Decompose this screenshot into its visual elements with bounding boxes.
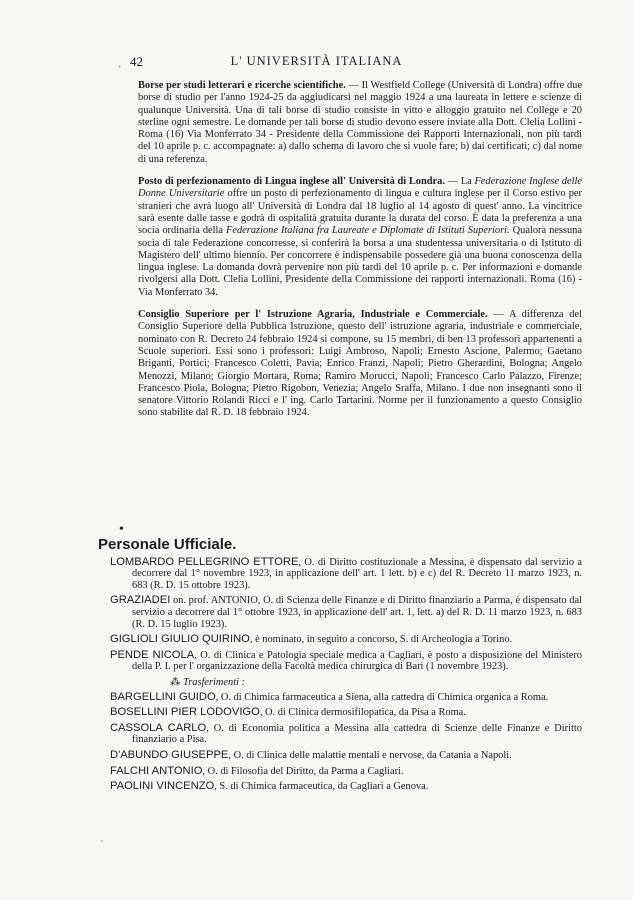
entry-text: , è nominato, in seguito a concorso, S. di Archeologia a Torino.	[249, 634, 513, 646]
entry-text: , O. di Chimica farmaceutica a Siena, alla cattedra di Chimica organica a Roma.	[215, 691, 549, 703]
entry-text: , O. di Filosofia del Diritto, da Parma a Cagliari.	[202, 765, 404, 777]
list-item	[110, 707, 582, 719]
entry-name: BOSELLINI PIER LODOVIGO	[110, 706, 260, 719]
asterism-icon: ⁂	[170, 676, 183, 688]
entry-name: CASSOLA CARLO	[110, 721, 207, 734]
entry-name: FALCHI ANTONIO	[110, 764, 203, 777]
section-heading: Personale Ufficiale.	[98, 536, 237, 553]
subhead-trasferimenti	[110, 677, 582, 689]
list-item	[110, 692, 582, 704]
personale-section	[98, 535, 583, 797]
running-title: L' UNIVERSITÀ ITALIANA	[230, 54, 403, 68]
list-item	[110, 723, 582, 746]
margin-dot-icon: `	[100, 840, 104, 851]
entry-text: , O. di Clinica dermosifilopatica, da Pisa a Roma.	[259, 707, 466, 719]
entry-text: , O. di Diritto costituzionale a Messina, è dispensato dal servizio a decorrere dal 1° novembre 1923, in applicazione dell' art. 1 lett. b) e c) del R. Decreto 11 marzo 1923, n. 683 (R. D. 15 ottobre 1923).	[132, 556, 582, 591]
list-item	[110, 557, 582, 592]
paragraph-text: Qualora nessuna socia di tale Federazione concorresse, si conferirà la borsa a una studentessa universitaria o di Istituto di Magistero dell' ultimo biennio. Per concorrere è indispensabile possedere già una buona conoscenza della lingua inglese. La domanda dovrà pervenire non più tardi del 10 aprile p. c. Per informazioni e domande rivolgersi alla Dott. Clelia Lollini, Presidente della Commissione dei rapporti internazionali. Roma (16) - Via Monferrato 34.	[138, 225, 582, 298]
news-section	[138, 80, 582, 430]
paragraph-borse	[138, 80, 582, 166]
list-item	[110, 650, 582, 673]
list-item	[110, 781, 582, 793]
paragraph-title: Consiglio Superiore per l' Istruzione Agraria, Industriale e Commerciale.	[138, 309, 488, 321]
entry-text: on. prof. ANTONIO, O. di Scienza delle Finanze e di Diritto finanziario a Parma, è dispensato dal servizio a decorrere dal 1° ottobre 1923, in applicazione dell' art. 1, lett. a) del R. D. 11 marzo 1923, n. 683 (R. D. 15 luglio 1923).	[132, 595, 582, 630]
page-header	[0, 54, 633, 70]
entry-name: GRAZIADEI	[110, 594, 171, 607]
entry-name: LOMBARDO PELLEGRINO ETTORE	[110, 555, 299, 568]
paragraph-italic: Federazione Inglese delle Donne Universitarie	[138, 176, 582, 200]
entry-text: , S. di Chimica farmaceutica, da Cagliari a Genova.	[214, 781, 429, 793]
paragraph-text: — A differenza del Consiglio Superiore della Pubblica Istruzione, questo dell' istruzione agraria, industriale e commerciale, nominato con R. Decreto 24 febbraio 1924 si compone, su 15 membri, di ben 13 professori appartenenti a Scuole superiori. Essi sono i professori: Luigi Ambroso, Napoli; Ernesto Ascione, Palermo; Gaetano Briganti, Portici; Francesco Coletti, Pavia; Enrico Franzi, Napoli; Pietro Gherardini, Bologna; Angelo Menozzi, Milano; Giorgio Mortara, Roma; Ramiro Morucci, Napoli; Francesco Carlo Palazzo, Firenze; Francesco Piola, Bologna; Pietro Rigobon, Venezia; Angelo Sraffa, Milano. I due non insegnanti sono il senatore Vittorio Rolandi Ricci e l' ing. Carlo Tartarini. Norme per il funzionamento a questo Consiglio sono stabilite dal R. D. 18 febbraio 1924.	[138, 309, 582, 419]
bullet-mark-icon: •	[119, 522, 124, 537]
entry-text: , O. di Clinica delle malattie mentali e nervose, da Catania a Napoli.	[228, 749, 512, 761]
margin-dot-icon: ·	[118, 62, 122, 73]
entry-name: PENDE NICOLA	[110, 648, 195, 661]
paragraph-posto	[138, 176, 582, 299]
paragraph-consiglio	[138, 309, 582, 420]
paragraph-title: Borse per studi letterari e ricerche scientifiche.	[138, 80, 346, 91]
entry-name: PAOLINI VINCENZO	[110, 780, 215, 793]
list-item	[110, 595, 582, 630]
entry-name: D'ABUNDO GIUSEPPE	[110, 748, 229, 761]
paragraph-title: Posto di perfezionamento di Lingua inglese all' Università di Londra.	[138, 176, 445, 188]
entry-name: BARGELLINI GUIDO	[110, 690, 216, 703]
entry-name: GIGLIOLI GIULIO QUIRINO	[110, 633, 250, 646]
paragraph-text: — Il Westfield College (Università di Londra) offre due borse di studio per l'anno 1924-25 da aggiudicarsi nel maggio 1924 a una laureata in lettere e scienze di qualunque Università. Una di tali borse di studio consiste in vitto e alloggio gratuito nel College e 20 sterline ogni semestre. Le domande per tali borse di studio devono essere inviate alla Dott. Clelia Lollini - Roma (16) Via Monferrato 34 - Presidente della Commissione dei Rapporti Internazionali, non più tardi del 10 aprile p. c. accompagnate: a) dallo schema di lavoro che si vuole fare; b) dai certificati; c) dal nome di una referenza.	[138, 80, 582, 165]
subhead-label: Trasferimenti :	[183, 676, 246, 688]
page-number: 42	[130, 54, 143, 69]
list-item	[110, 766, 582, 778]
entry-text: , O. di Economia politica a Messina alla cattedra di Scienze delle Finanze e Diritto finanziario a Pisa.	[132, 722, 582, 746]
paragraph-text: — La	[444, 176, 475, 188]
list-item	[110, 750, 582, 762]
list-item	[110, 634, 582, 646]
paragraph-text: offre un posto di perfezionamento di lingua e cultura inglese per il Corso estivo per stranieri che avrà luogo all' Università di Londra dal 18 luglio al 14 agosto di quest' anno. La vincitrice sarà esente dalle tasse e godrà di ospitalità gratuita durante la durata del corso. È data la preferenza a una socia ordinaria della	[138, 188, 582, 237]
paragraph-italic: Federazione Italiana fra Laureate e Diplomate di Istituti Superiori.	[226, 225, 510, 237]
entry-text: , O. di Clinica e Patologia speciale medica a Cagliari, è posto a disposizione del Ministero della P. I. per l' organizzazione della Facoltà medica chirurgica di Bari (1 novembre 1923).	[132, 649, 583, 673]
